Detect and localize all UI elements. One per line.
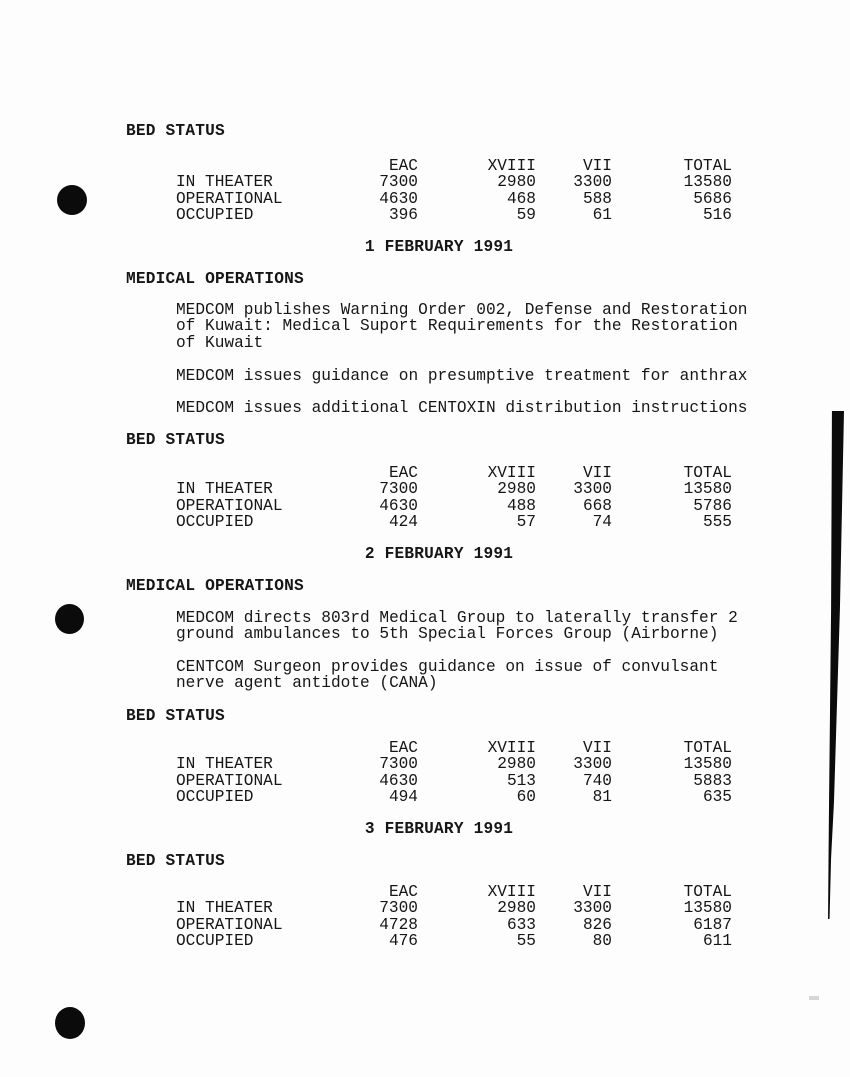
row-label: OPERATIONAL [176, 771, 283, 790]
table-cell: 3300 [573, 899, 612, 918]
table-cell: 13580 [683, 755, 732, 774]
table-cell: 424 [388, 513, 418, 532]
table-cell: 59 [516, 206, 536, 225]
table-row [126, 514, 752, 530]
row-label: IN THEATER [176, 480, 273, 499]
paragraph-line: of Kuwait [176, 333, 264, 352]
column-header: XVIII [487, 464, 536, 482]
row-label: OCCUPIED [176, 513, 254, 532]
table-cell: 2980 [497, 755, 536, 774]
column-header: EAC [388, 883, 418, 901]
bed-status-heading-2: BED STATUS [126, 431, 225, 449]
table-cell: 476 [388, 932, 418, 951]
table-cell: 7300 [379, 173, 418, 192]
row-label: OPERATIONAL [176, 915, 283, 934]
bed-status-table-1 [126, 158, 752, 223]
table-row [126, 191, 752, 207]
bed-status-heading-1: BED STATUS [126, 122, 225, 140]
bed-status-heading-3: BED STATUS [126, 707, 225, 725]
column-header: TOTAL [683, 883, 732, 901]
paragraph-line: MEDCOM directs 803rd Medical Group to laterally transfer 2 [176, 609, 738, 627]
table-cell: 13580 [683, 173, 732, 192]
medical-ops-entry [176, 400, 747, 416]
date-heading-2: 2 FEBRUARY 1991 [364, 545, 514, 563]
medical-ops-entry [176, 368, 747, 384]
table-cell: 396 [388, 206, 418, 225]
table-corner-cell [176, 158, 326, 174]
table-cell: 3300 [573, 173, 612, 192]
table-cell: 513 [506, 771, 536, 790]
table-row [126, 933, 752, 949]
table-cell: 5883 [693, 771, 732, 790]
row-label: OCCUPIED [176, 932, 254, 951]
table-row [126, 900, 752, 916]
table-cell: 3300 [573, 755, 612, 774]
row-label: OPERATIONAL [176, 496, 283, 515]
table-row [126, 917, 752, 933]
table-row [126, 481, 752, 497]
medical-operations-heading-1: MEDICAL OPERATIONS [126, 270, 304, 288]
table-cell: 4630 [379, 189, 418, 208]
paragraph-line: MEDCOM publishes Warning Order 002, Defense and Restoration [176, 301, 748, 319]
medical-operations-heading-2: MEDICAL OPERATIONS [126, 577, 304, 595]
table-cell: 60 [516, 788, 536, 807]
table-cell: 2980 [497, 480, 536, 499]
table-cell: 740 [582, 771, 612, 790]
table-row [126, 174, 752, 190]
table-cell: 555 [702, 513, 732, 532]
column-header: EAC [388, 739, 418, 757]
table-corner-cell [176, 740, 326, 756]
table-cell: 7300 [379, 480, 418, 499]
table-header-row [126, 740, 752, 756]
paragraph-line: nerve agent antidote (CANA) [176, 674, 438, 693]
column-header: VII [582, 739, 612, 757]
table-cell: 468 [506, 189, 536, 208]
table-cell: 4630 [379, 771, 418, 790]
table-cell: 488 [506, 496, 536, 515]
table-cell: 5786 [693, 496, 732, 515]
column-header: TOTAL [683, 464, 732, 482]
table-cell: 6187 [693, 915, 732, 934]
table-header-row [126, 884, 752, 900]
hole-punch-dot [55, 604, 84, 634]
table-cell: 494 [388, 788, 418, 807]
bed-status-table-3 [126, 740, 752, 805]
row-label: IN THEATER [176, 173, 273, 192]
column-header: VII [582, 464, 612, 482]
paragraph-line: of Kuwait: Medical Suport Requirements for the Restoration [176, 317, 738, 336]
column-header: VII [582, 157, 612, 175]
bed-status-heading-4: BED STATUS [126, 852, 225, 870]
column-header: EAC [388, 157, 418, 175]
row-label: IN THEATER [176, 899, 273, 918]
table-cell: 4630 [379, 496, 418, 515]
bed-status-table-4 [126, 884, 752, 949]
table-cell: 668 [582, 496, 612, 515]
table-row [126, 207, 752, 223]
table-cell: 7300 [379, 755, 418, 774]
column-header: TOTAL [683, 739, 732, 757]
table-cell: 633 [506, 915, 536, 934]
paragraph-line: ground ambulances to 5th Special Forces Group (Airborne) [176, 625, 719, 644]
column-header: XVIII [487, 883, 536, 901]
table-cell: 13580 [683, 480, 732, 499]
table-corner-cell [176, 465, 326, 481]
table-cell: 57 [516, 513, 536, 532]
table-row [126, 773, 752, 789]
table-spacer [126, 158, 176, 174]
column-header: TOTAL [683, 157, 732, 175]
paragraph-line: MEDCOM issues additional CENTOXIN distribution instructions [176, 399, 748, 417]
table-row [126, 789, 752, 805]
table-cell: 2980 [497, 899, 536, 918]
table-cell: 13580 [683, 899, 732, 918]
table-cell: 635 [702, 788, 732, 807]
table-header-row [126, 465, 752, 481]
table-cell: 826 [582, 915, 612, 934]
column-header: VII [582, 883, 612, 901]
row-label: OCCUPIED [176, 206, 254, 225]
table-cell: 81 [592, 788, 612, 807]
table-cell: 4728 [379, 915, 418, 934]
table-cell: 3300 [573, 480, 612, 499]
paragraph-line: CENTCOM Surgeon provides guidance on issue of convulsant [176, 658, 719, 676]
table-cell: 55 [516, 932, 536, 951]
medical-ops-entry [176, 610, 738, 643]
date-heading-3: 3 FEBRUARY 1991 [364, 820, 514, 838]
table-cell: 2980 [497, 173, 536, 192]
date-heading-1: 1 FEBRUARY 1991 [364, 238, 514, 256]
table-header-row [126, 158, 752, 174]
table-row [126, 498, 752, 514]
table-cell: 80 [592, 932, 612, 951]
table-cell: 5686 [693, 189, 732, 208]
table-cell: 588 [582, 189, 612, 208]
scan-edge-streak [827, 411, 844, 919]
scan-smudge [809, 996, 819, 1000]
table-row [126, 756, 752, 772]
row-label: OCCUPIED [176, 788, 254, 807]
medical-ops-entry [176, 302, 747, 351]
column-header: XVIII [487, 739, 536, 757]
hole-punch-dot [57, 185, 87, 215]
bed-status-table-2 [126, 465, 752, 530]
table-cell: 516 [702, 206, 732, 225]
table-cell: 611 [702, 932, 732, 951]
column-header: XVIII [487, 157, 536, 175]
column-header: EAC [388, 464, 418, 482]
hole-punch-dot [55, 1007, 85, 1039]
table-corner-cell [176, 884, 326, 900]
table-cell: 74 [592, 513, 612, 532]
table-cell: 7300 [379, 899, 418, 918]
paragraph-line: MEDCOM issues guidance on presumptive treatment for anthrax [176, 367, 748, 385]
medical-ops-entry [176, 659, 718, 692]
row-label: IN THEATER [176, 755, 273, 774]
table-cell: 61 [592, 206, 612, 225]
row-label: OPERATIONAL [176, 189, 283, 208]
